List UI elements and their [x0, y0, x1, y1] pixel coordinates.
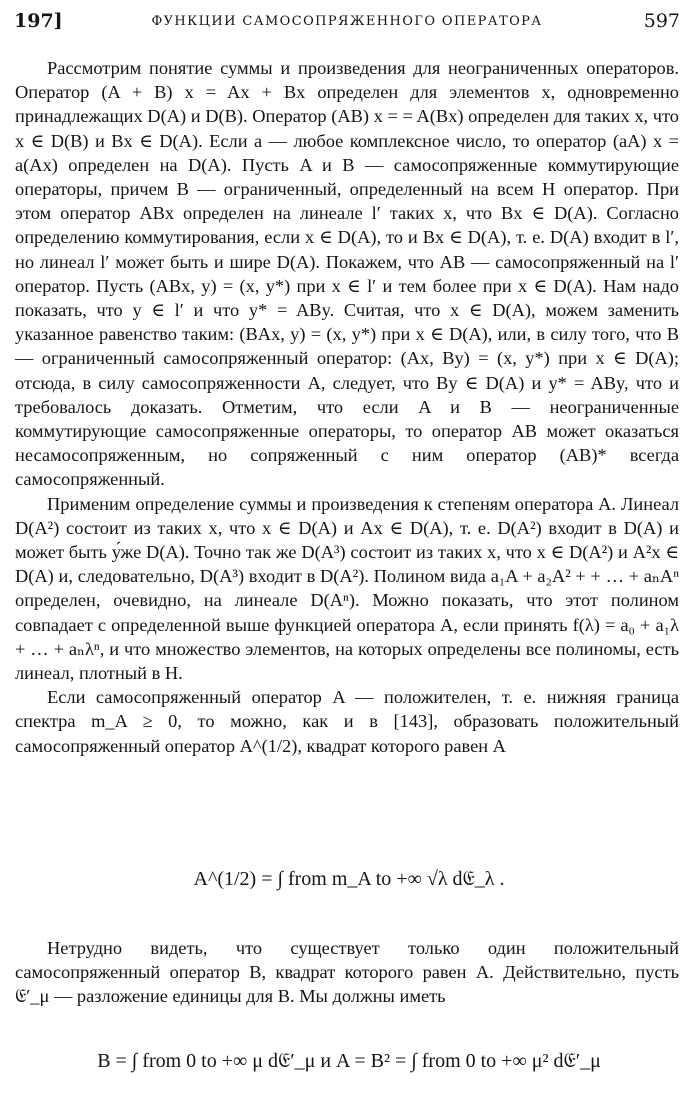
paragraph-powers: Применим определение суммы и произведения к степеням оператора A. Линеал D(A²) состоит из таких x, что x ∈ D(A) и Ax ∈ D(A), т. е. D(A²) входит в D(A) и может быть у́же D(A). Точно так же D(A³) состоит из таких x, что x ∈ D(A²) и A²x ∈ D(A) и, следовательно, D(A³) входит в D(A²). Полином вида a₁A + a₂A² + + … + aₙAⁿ определен, очевидно, на линеале D(Aⁿ). Можно показать, что этот полином совпадает с определенной выше функцией оператора A, если принять f(λ) = a₀ + a₁λ + … + aₙλⁿ, и что множество элементов, на которых определены все полиномы, есть линеал, плотный в H.	[15, 493, 679, 684]
formula-b-and-a: B = ∫ from 0 to +∞ μ d𝔈′_μ и A = B² = ∫ from 0 to +∞ μ² d𝔈′_μ	[97, 1050, 601, 1072]
section-number: 197]	[14, 10, 63, 32]
formula-square-root: A^(1/2) = ∫ from m_A to +∞ √λ d𝔈_λ .	[193, 868, 505, 890]
paragraph-positive-root: Если самосопряженный оператор A — положителен, т. е. нижняя граница спектра m_A ≥ 0, то можно, как и в [143], образовать положительный самосопряженный оператор A^(1/2), квадрат которого равен A	[15, 687, 679, 756]
page-number: 597	[643, 10, 680, 32]
running-header	[14, 10, 680, 36]
body-text	[15, 56, 679, 758]
paragraph-uniqueness: Нетрудно видеть, что существует только один положительный самосопряженный оператор B, квадрат которого равен A. Действительно, пусть 𝔈′_μ — разложение единицы для B. Мы должны иметь	[15, 938, 679, 1007]
chapter-title: ФУНКЦИИ САМОСОПРЯЖЕННОГО ОПЕРАТОРА	[151, 14, 543, 29]
body-text-continued	[15, 936, 679, 1009]
paragraph-sum-product: Рассмотрим понятие суммы и произведения для неограниченных операторов. Оператор (A + B) x = Ax + Bx определен для элементов x, одновременно принадлежащих D(A) и D(B). Оператор (AB) x = = A(Bx) определен для таких x, что x ∈ D(B) и Bx ∈ D(A). Если a — любое комплексное число, то оператор (aA) x = a(Ax) определен на D(A). Пусть A и B — самосопряженные коммутирующие операторы, причем B — ограниченный, определенный на всем H оператор. При этом оператор ABx определен на линеале l′ таких x, что Bx ∈ D(A). Согласно определению коммутирования, если x ∈ D(A), то и Bx ∈ D(A), т. е. D(A) входит в l′, но линеал l′ может быть и шире D(A). Покажем, что AB — самосопряженный на l′ оператор. Пусть (ABx, y) = (x, y*) при x ∈ l′ и тем более при x ∈ D(A). Нам надо показать, что y ∈ l′ и что y* = ABy. Считая, что x ∈ D(A), можем заменить указанное равенство таким: (BAx, y) = (x, y*) при x ∈ D(A), или, в силу того, что B — ограниченный самосопряженный оператор: (Ax, By) = (x, y*) при x ∈ D(A); отсюда, в силу самосопряженности A, следует, что By ∈ D(A) и y* = ABy, что и требовалось доказать. Отметим, что если A и B — неограниченные коммутирующие самосопряженные операторы, то оператор AB может оказаться несамосопряженным, но сопряженный с ним оператор (AB)* всегда самосопряженный.	[15, 58, 679, 490]
